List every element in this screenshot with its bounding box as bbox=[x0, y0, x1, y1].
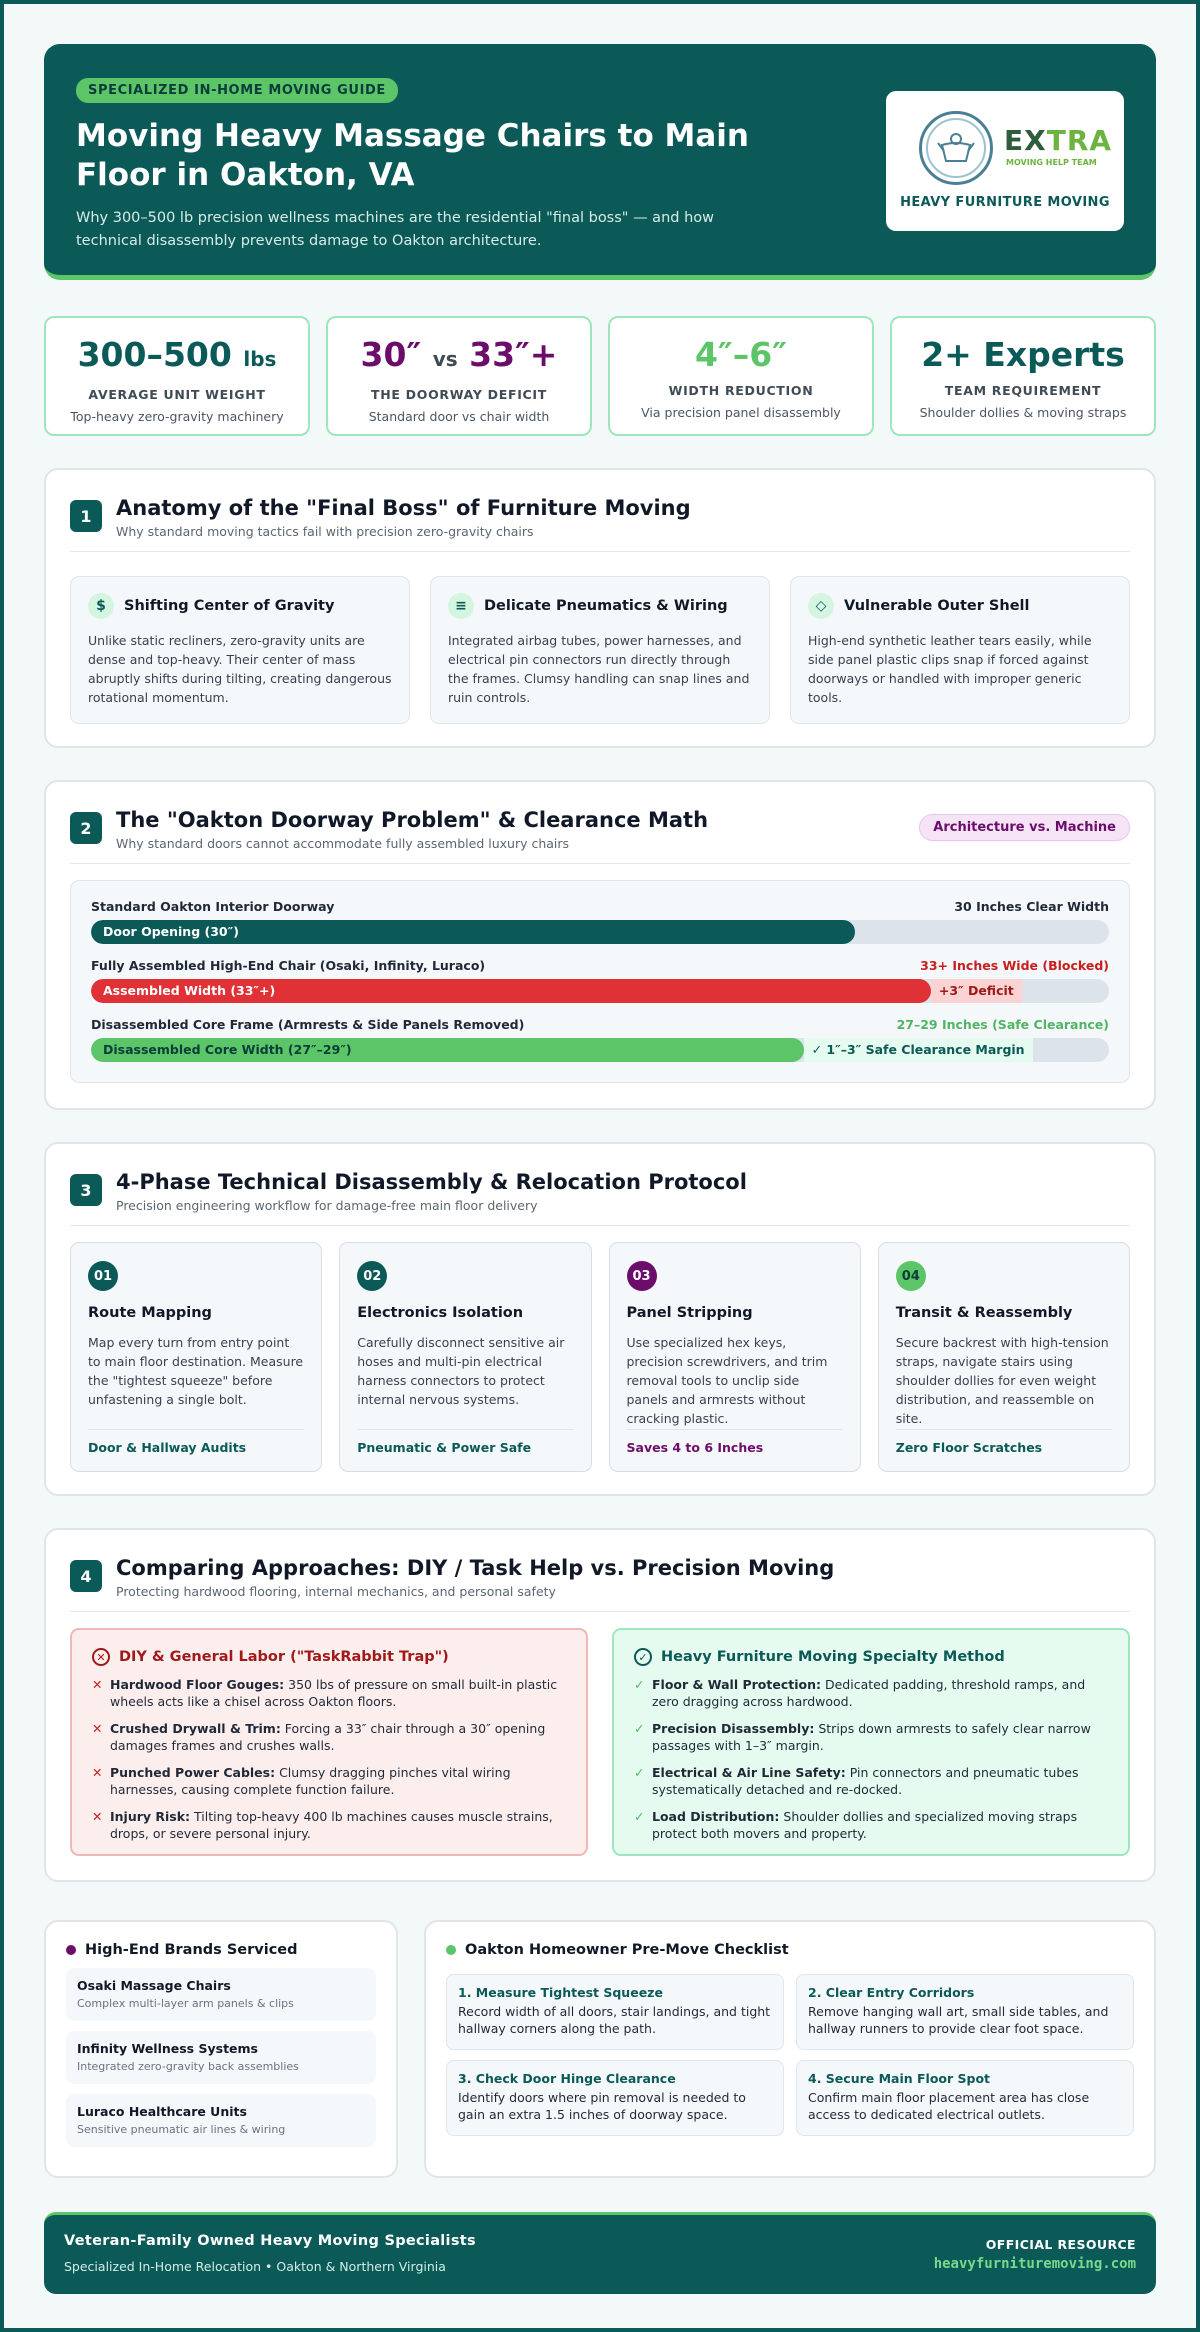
official-resource-label: OFFICIAL RESOURCE bbox=[985, 2237, 1136, 2252]
stat-desc: Top-heavy zero-gravity machinery bbox=[70, 409, 284, 424]
stat-value-b: 33″+ bbox=[469, 335, 558, 374]
strongman-icon bbox=[919, 111, 993, 185]
stat-desc: Via precision panel disassembly bbox=[641, 405, 841, 420]
page-title: Moving Heavy Massage Chairs to Main Floor in Oakton, VA bbox=[76, 118, 749, 193]
card-desc: Integrated airbag tubes, power harnesses, and electrical pin connectors run directly through the frames. Clumsy handling can snap lines and ruin controls. bbox=[448, 633, 750, 705]
section-number: 1 bbox=[70, 500, 102, 532]
checklist-item: 2. Clear Entry Corridors Remove hanging wall art, small side tables, and hallway runners to provide clear foot space. bbox=[796, 1974, 1134, 2050]
check-icon: ✓ bbox=[634, 1809, 645, 1824]
x-icon: ✕ bbox=[92, 1765, 103, 1780]
approach-title: DIY & General Labor ("TaskRabbit Trap") bbox=[119, 1649, 449, 1665]
section-protocol bbox=[44, 1142, 1156, 1496]
company-logo[interactable] bbox=[886, 91, 1124, 231]
x-icon: ✕ bbox=[92, 1721, 103, 1736]
card-desc: Unlike static recliners, zero-gravity units are dense and top-heavy. Their center of mass abruptly shifts during tilting, creating dangerous rotational momentum. bbox=[88, 633, 392, 705]
phase-title: Transit & Reassembly bbox=[895, 1305, 1073, 1321]
clearance-row-disassembled bbox=[91, 1017, 1109, 1062]
checklist-item: 3. Check Door Hinge Clearance Identify doors where pin removal is needed to gain an extra 1.5 inches of doorway space. bbox=[446, 2060, 784, 2136]
phase-number: 04 bbox=[896, 1261, 926, 1291]
brand-item: Osaki Massage Chairs Complex multi-layer arm panels & clips bbox=[66, 1968, 376, 2021]
bar-assembled: Assembled Width (33″+) bbox=[91, 979, 931, 1003]
footer-title: Veteran-Family Owned Heavy Moving Specialists bbox=[64, 2233, 476, 2249]
phase-card bbox=[70, 1242, 322, 1472]
page-subtitle: Why 300–500 lb precision wellness machines are the residential "final boss" — and how technical disassembly prevents damage to Oakton architecture. bbox=[76, 210, 714, 249]
phase-number: 01 bbox=[88, 1261, 118, 1291]
footer bbox=[44, 2212, 1156, 2294]
phase-title: Route Mapping bbox=[88, 1305, 212, 1321]
anatomy-card bbox=[70, 576, 410, 724]
benefit-item: ✓ Electrical & Air Line Safety: Pin connectors and pneumatic tubes systematically detached and re-docked. bbox=[634, 1765, 1079, 1797]
phase-desc: Map every turn from entry point to main floor destination. Measure the "tightest squeeze" before unfastening a single bolt. bbox=[88, 1335, 304, 1407]
brands-title: High-End Brands Serviced bbox=[85, 1942, 298, 1958]
benefit-item: ✓ Precision Disassembly: Strips down armrests to safely clear narrow passages with 1–3″ margin. bbox=[634, 1721, 1091, 1753]
logo-tagline: MOVING HELP TEAM bbox=[1006, 158, 1097, 167]
specialty-approach-box bbox=[612, 1628, 1130, 1856]
risk-item: ✕ Injury Risk: Tilting top-heavy 400 lb machines causes muscle strains, drops, or severe personal injury. bbox=[92, 1809, 553, 1841]
guide-badge: SPECIALIZED IN-HOME MOVING GUIDE bbox=[76, 78, 398, 103]
phase-card bbox=[609, 1242, 861, 1472]
section-subtitle: Protecting hardwood flooring, internal mechanics, and personal safety bbox=[116, 1584, 556, 1599]
phase-card bbox=[339, 1242, 591, 1472]
bullet-dot bbox=[66, 1945, 76, 1955]
bar-track bbox=[91, 920, 1109, 944]
risk-item: ✕ Hardwood Floor Gouges: 350 lbs of pressure on small built-in plastic wheels acts like a chisel across Oakton floors. bbox=[92, 1677, 558, 1709]
checklist-item: 1. Measure Tightest Squeeze Record width of all doors, stair landings, and tight hallway corners along the path. bbox=[446, 1974, 784, 2050]
check-icon: ✓ bbox=[634, 1721, 645, 1736]
brands-card bbox=[44, 1920, 398, 2178]
phase-outcome: Saves 4 to 6 Inches bbox=[627, 1429, 843, 1455]
website-link[interactable]: heavyfurnituremoving.com bbox=[933, 2256, 1136, 2272]
bullet-dot bbox=[446, 1945, 456, 1955]
section-title: The "Oakton Doorway Problem" & Clearance Math bbox=[116, 808, 709, 832]
stat-label: WIDTH REDUCTION bbox=[668, 383, 814, 398]
brand-item: Luraco Healthcare Units Sensitive pneumatic air lines & wiring bbox=[66, 2094, 376, 2147]
check-circle-icon: ✓ bbox=[634, 1648, 652, 1666]
stat-card-weight bbox=[44, 316, 310, 436]
phase-outcome: Zero Floor Scratches bbox=[896, 1429, 1112, 1455]
hero-banner bbox=[44, 44, 1156, 280]
bar-disassembled: Disassembled Core Width (27″–29″) bbox=[91, 1038, 804, 1062]
row-label: Standard Oakton Interior Doorway bbox=[91, 899, 335, 914]
section-number: 4 bbox=[70, 1560, 102, 1592]
logo-wordmark: EXTRA bbox=[1004, 124, 1113, 157]
checklist-card bbox=[424, 1920, 1156, 2178]
section-subtitle: Why standard doors cannot accommodate fully assembled luxury chairs bbox=[116, 836, 570, 851]
card-title: Vulnerable Outer Shell bbox=[844, 598, 1030, 614]
phase-outcome: Door & Hallway Audits bbox=[88, 1429, 304, 1455]
stat-label: TEAM REQUIREMENT bbox=[944, 383, 1102, 398]
stat-label: AVERAGE UNIT WEIGHT bbox=[88, 387, 266, 402]
clearance-row-door bbox=[91, 899, 1109, 944]
stat-vs: vs bbox=[432, 347, 458, 371]
safe-margin-segment: ✓ 1″–3″ Safe Clearance Margin bbox=[804, 1038, 1033, 1062]
phase-outcome: Pneumatic & Power Safe bbox=[357, 1429, 573, 1455]
server-icon: ≡ bbox=[448, 593, 474, 619]
stat-value: 4″–6″ bbox=[695, 335, 787, 374]
stat-label: THE DOORWAY DEFICIT bbox=[371, 387, 547, 402]
section-subtitle: Precision engineering workflow for damage-free main floor delivery bbox=[116, 1198, 538, 1213]
anatomy-card bbox=[790, 576, 1130, 724]
phase-desc: Secure backrest with high-tension straps, navigate stairs using shoulder dollies for even weight distribution, and reassemble on site. bbox=[895, 1335, 1109, 1426]
architecture-tag: Architecture vs. Machine bbox=[919, 814, 1130, 841]
section-title: 4-Phase Technical Disassembly & Relocation Protocol bbox=[116, 1170, 747, 1194]
phase-title: Electronics Isolation bbox=[357, 1305, 524, 1321]
row-value: 30 Inches Clear Width bbox=[954, 899, 1109, 914]
bar-track bbox=[91, 979, 1109, 1003]
clearance-row-assembled bbox=[91, 958, 1109, 1003]
dollar-icon: $ bbox=[88, 593, 114, 619]
section-compare bbox=[44, 1528, 1156, 1882]
anatomy-card bbox=[430, 576, 770, 724]
logo-caption: HEAVY FURNITURE MOVING bbox=[900, 195, 1110, 210]
checklist-item: 4. Secure Main Floor Spot Confirm main floor placement area has close access to dedicated electrical outlets. bbox=[796, 2060, 1134, 2136]
risk-item: ✕ Punched Power Cables: Clumsy dragging pinches vital wiring harnesses, causing complete function failure. bbox=[92, 1765, 511, 1797]
stat-card-reduction bbox=[608, 316, 874, 436]
benefit-item: ✓ Load Distribution: Shoulder dollies and specialized moving straps protect both movers and property. bbox=[634, 1809, 1078, 1841]
stat-card-doorway bbox=[326, 316, 592, 436]
section-number: 2 bbox=[70, 812, 102, 844]
clearance-chart bbox=[70, 880, 1130, 1083]
stats-row bbox=[44, 316, 1156, 436]
row-value: 33+ Inches Wide (Blocked) bbox=[920, 958, 1109, 973]
stat-card-team bbox=[890, 316, 1156, 436]
x-icon: ✕ bbox=[92, 1809, 103, 1824]
check-icon: ✓ bbox=[634, 1677, 645, 1692]
check-icon: ✓ bbox=[634, 1765, 645, 1780]
benefit-item: ✓ Floor & Wall Protection: Dedicated padding, threshold ramps, and zero dragging across hardwood. bbox=[634, 1677, 1086, 1709]
section-title: Comparing Approaches: DIY / Task Help vs. Precision Moving bbox=[116, 1556, 835, 1580]
section-title: Anatomy of the "Final Boss" of Furniture Moving bbox=[116, 496, 691, 520]
section-clearance bbox=[44, 780, 1156, 1110]
stat-unit: lbs bbox=[243, 347, 277, 371]
section-number: 3 bbox=[70, 1174, 102, 1206]
stat-value: 300–500 bbox=[77, 335, 232, 374]
bar-track bbox=[91, 1038, 1109, 1062]
stat-desc: Standard door vs chair width bbox=[368, 409, 550, 424]
row-label: Fully Assembled High-End Chair (Osaki, Infinity, Luraco) bbox=[91, 958, 486, 973]
phase-desc: Use specialized hex keys, precision screwdrivers, and trim removal tools to unclip side panels and armrests without cracking plastic. bbox=[626, 1335, 828, 1426]
card-title: Delicate Pneumatics & Wiring bbox=[484, 598, 728, 614]
phase-desc: Carefully disconnect sensitive air hoses and multi-pin electrical harness connectors to protect internal nervous systems. bbox=[357, 1335, 565, 1407]
section-anatomy bbox=[44, 468, 1156, 748]
approach-title: Heavy Furniture Moving Specialty Method bbox=[661, 1649, 1005, 1665]
card-desc: High-end synthetic leather tears easily, while side panel plastic clips snap if forced against doorways or handled with improper generic tools. bbox=[808, 633, 1092, 705]
card-title: Shifting Center of Gravity bbox=[124, 598, 335, 614]
phase-number: 03 bbox=[627, 1261, 657, 1291]
phase-card bbox=[878, 1242, 1130, 1472]
phase-title: Panel Stripping bbox=[626, 1305, 753, 1321]
deficit-segment: +3″ Deficit bbox=[931, 979, 1023, 1003]
footer-subtitle: Specialized In-Home Relocation • Oakton & Northern Virginia bbox=[64, 2259, 446, 2274]
brand-item: Infinity Wellness Systems Integrated zero-gravity back assemblies bbox=[66, 2031, 376, 2084]
stat-value: 2+ Experts bbox=[921, 335, 1125, 374]
x-circle-icon: ✕ bbox=[92, 1648, 110, 1666]
section-subtitle: Why standard moving tactics fail with precision zero-gravity chairs bbox=[116, 524, 534, 539]
checklist-title: Oakton Homeowner Pre-Move Checklist bbox=[465, 1942, 789, 1958]
phase-number: 02 bbox=[357, 1261, 387, 1291]
x-icon: ✕ bbox=[92, 1677, 103, 1692]
row-value: 27–29 Inches (Safe Clearance) bbox=[896, 1017, 1109, 1032]
bar-door: Door Opening (30″) bbox=[91, 920, 855, 944]
shield-icon: ◇ bbox=[808, 593, 834, 619]
row-label: Disassembled Core Frame (Armrests & Side Panels Removed) bbox=[91, 1017, 525, 1032]
diy-approach-box bbox=[70, 1628, 588, 1856]
stat-desc: Shoulder dollies & moving straps bbox=[919, 405, 1127, 420]
stat-value-a: 30″ bbox=[360, 335, 422, 374]
risk-item: ✕ Crushed Drywall & Trim: Forcing a 33″ chair through a 30″ opening damages frames and crushes walls. bbox=[92, 1721, 546, 1753]
